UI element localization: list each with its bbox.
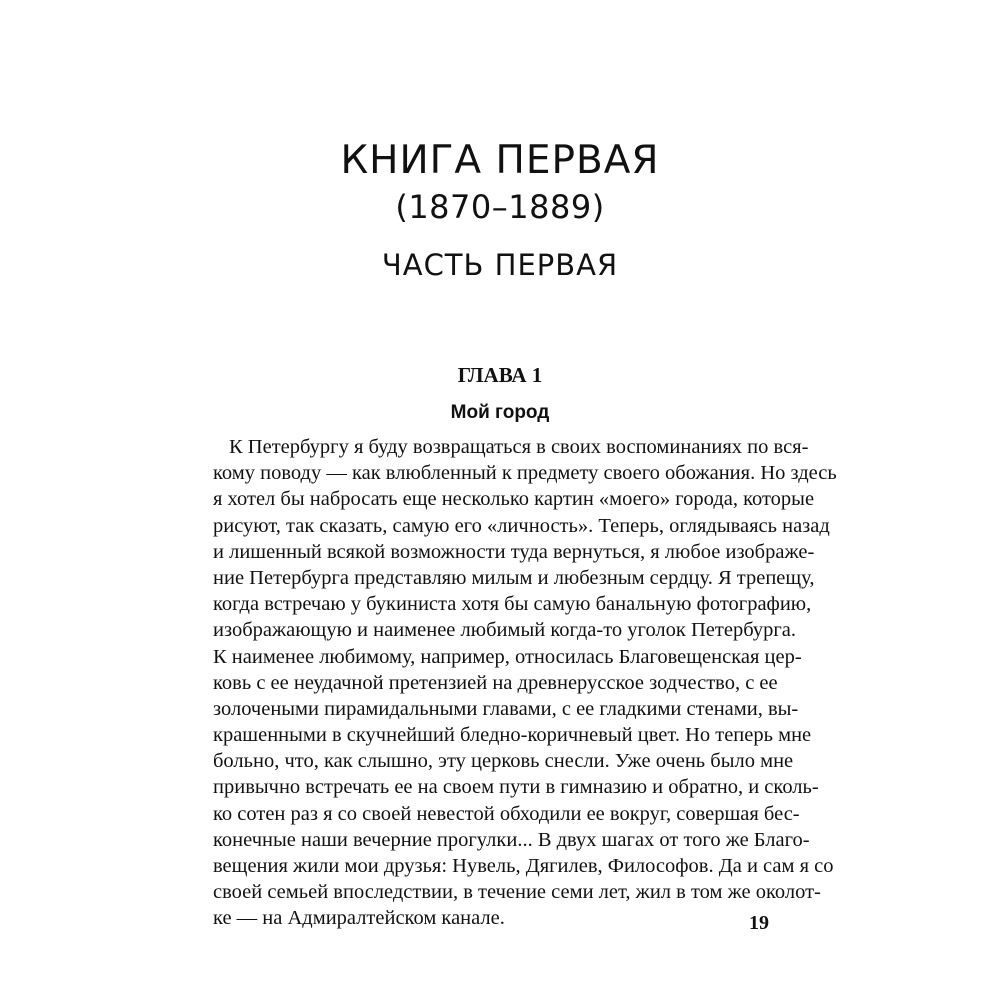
- page-number: 19: [749, 912, 769, 934]
- text-line: конечные наши вечерние прогулки... В двух шагах от того же Благо-: [213, 828, 810, 851]
- text-line: привычно встречать ее на своем пути в гимназию и обратно, и сколь-: [213, 776, 819, 799]
- book-years: (1870–1889): [395, 188, 605, 226]
- text-line: ко сотен раз я со своей невестой обходили ее вокруг, совершая бес-: [213, 802, 800, 825]
- text-line: кому поводу — как влюбленный к предмету своего обожания. Но здесь: [213, 462, 837, 485]
- chapter-paragraph: [213, 434, 837, 932]
- text-line: ковь с ее неудачной претензией на древнерусское зодчество, с ее: [213, 671, 778, 694]
- chapter-title: Мой город: [450, 402, 550, 423]
- text-line: крашенными в скучнейший бледно-коричневый цвет. Но теперь мне: [213, 724, 812, 747]
- book-title: КНИГА ПЕРВАЯ: [340, 138, 660, 183]
- text-line: вещения жили мои друзья: Нувель, Дягилев, Философов. Да и сам я со: [213, 855, 834, 877]
- text-line: золочеными пирамидальными главами, с ее гладкими стенами, вы-: [213, 697, 799, 720]
- text-line: ние Петербурга представляю милым и любезным сердцу. Я трепещу,: [213, 566, 815, 589]
- text-line: больно, что, как слышно, эту церковь снесли. Уже очень было мне: [213, 750, 794, 773]
- text-line: изображающую и наименее любимый когда-то уголок Петербурга.: [213, 619, 796, 642]
- text-line: К наименее любимому, например, относилась Благовещенская цер-: [213, 645, 802, 668]
- text-line: своей семьей впоследствии, в течение семи лет, жил в том же околот-: [213, 881, 821, 904]
- text-line: рисуют, так сказать, самую его «личность». Теперь, оглядываясь назад: [213, 514, 830, 537]
- text-line: и лишенный всякой возможности туда вернуться, я любое изображе-: [213, 540, 815, 563]
- text-line: когда встречаю у букиниста хотя бы самую банальную фотографию,: [213, 593, 812, 616]
- text-line: ке — на Адмиралтейском канале.: [213, 907, 505, 930]
- text-line: К Петербургу я буду возвращаться в своих воспоминаниях по вся-: [229, 436, 809, 458]
- chapter-label: ГЛАВА 1: [457, 363, 543, 387]
- text-line: я хотел бы набросать еще несколько картин «моего» города, которые: [213, 488, 815, 511]
- part-title: ЧАСТЬ ПЕРВАЯ: [381, 248, 619, 282]
